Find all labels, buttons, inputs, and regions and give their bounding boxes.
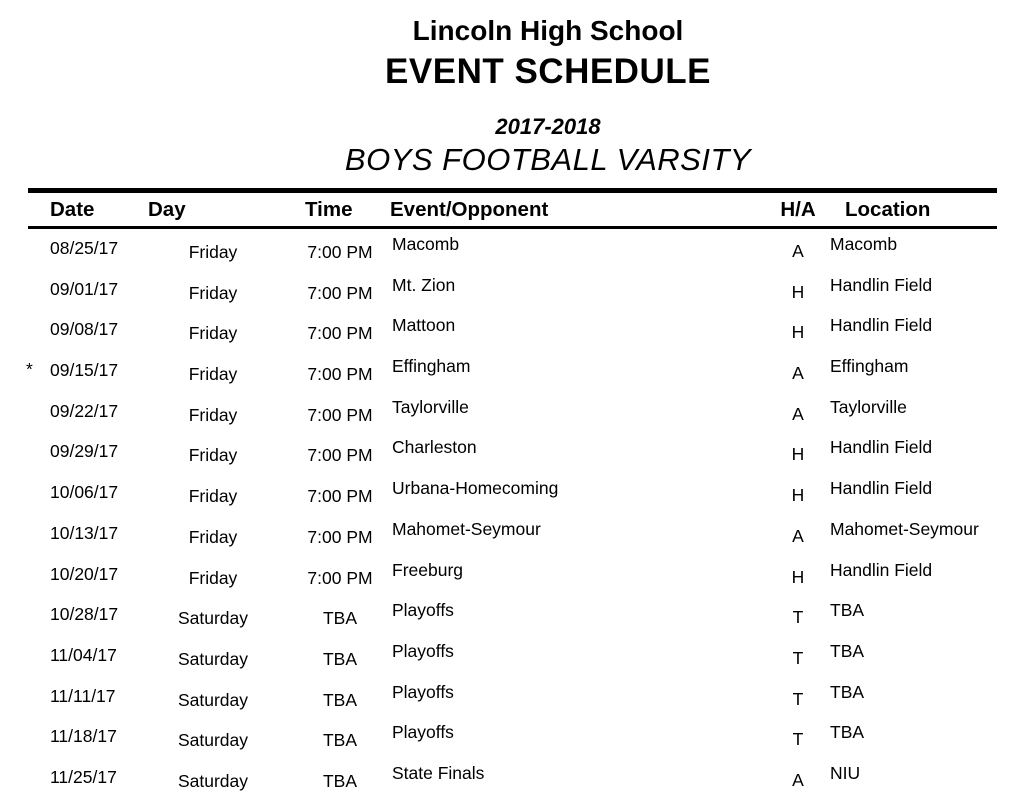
- cell-location: Macomb: [830, 234, 898, 254]
- cell-time: 7:00 PM: [307, 404, 373, 425]
- cell-location: TBA: [830, 681, 865, 702]
- table-row: [0, 596, 1024, 637]
- table-row: [0, 474, 1024, 515]
- table-row: [0, 352, 1024, 393]
- cell-time: TBA: [322, 730, 358, 751]
- cell-home-away: A: [792, 241, 804, 261]
- cell-time: 7:00 PM: [307, 526, 373, 547]
- cell-home-away: H: [791, 281, 805, 302]
- cell-day: Saturday: [177, 608, 249, 629]
- cell-home-away: H: [791, 322, 805, 343]
- cell-date: 11/18/17: [50, 726, 117, 747]
- cell-date: 09/29/17: [50, 441, 119, 462]
- cell-location: TBA: [830, 600, 865, 621]
- cell-time: 7:00 PM: [307, 323, 373, 344]
- column-header-date: Date: [50, 198, 95, 221]
- cell-location: Handlin Field: [830, 478, 933, 499]
- table-row: [0, 271, 1024, 312]
- cell-date: 11/04/17: [50, 644, 117, 665]
- table-row: [0, 311, 1024, 352]
- cell-date: 10/28/17: [50, 604, 119, 625]
- cell-date: 08/25/17: [50, 238, 119, 258]
- table-row: [0, 515, 1024, 556]
- table-row: [0, 637, 1024, 678]
- cell-home-away: A: [792, 769, 804, 790]
- cell-event-opponent: Effingham: [392, 356, 471, 377]
- cell-home-away: H: [791, 444, 805, 465]
- table-row: [0, 230, 1024, 271]
- cell-time: 7:00 PM: [307, 242, 373, 262]
- cell-event-opponent: State Finals: [392, 762, 485, 783]
- cell-event-opponent: Macomb: [392, 234, 460, 254]
- cell-time: 7:00 PM: [307, 445, 373, 466]
- cell-time: TBA: [322, 689, 358, 710]
- schedule-rows: [0, 230, 1024, 800]
- column-header-home-away: H/A: [780, 198, 816, 221]
- table-row: [0, 556, 1024, 597]
- cell-day: Friday: [188, 364, 238, 385]
- cell-time: TBA: [322, 608, 358, 629]
- cell-date: 09/01/17: [50, 278, 119, 299]
- cell-location: Handlin Field: [830, 437, 933, 458]
- cell-time: 7:00 PM: [307, 567, 373, 588]
- table-header-rule: [28, 226, 997, 229]
- cell-event-opponent: Playoffs: [392, 600, 454, 621]
- season-label: 2017-2018: [495, 114, 601, 139]
- table-row: [0, 393, 1024, 434]
- cell-day: Saturday: [177, 770, 249, 791]
- cell-day: Saturday: [177, 689, 249, 710]
- cell-location: Mahomet-Seymour: [830, 518, 979, 539]
- cell-event-opponent: Charleston: [392, 437, 477, 458]
- column-header-location: Location: [845, 198, 931, 221]
- cell-home-away: T: [792, 647, 804, 668]
- cell-event-opponent: Freeburg: [392, 559, 464, 580]
- cell-date: 09/15/17: [50, 360, 119, 381]
- cell-location: Effingham: [830, 356, 909, 377]
- cell-time: 7:00 PM: [307, 364, 373, 385]
- cell-location: Taylorville: [830, 396, 907, 417]
- cell-location: TBA: [830, 640, 865, 661]
- cell-day: Saturday: [177, 730, 249, 751]
- cell-home-away: A: [792, 525, 804, 546]
- cell-event-opponent: Mt. Zion: [392, 274, 456, 295]
- column-header-time: Time: [305, 198, 353, 221]
- cell-home-away: H: [791, 485, 805, 506]
- cell-date: 11/25/17: [50, 766, 117, 787]
- cell-day: Friday: [188, 242, 238, 262]
- table-row: [0, 678, 1024, 719]
- cell-day: Friday: [188, 445, 238, 466]
- cell-day: Friday: [188, 323, 238, 344]
- cell-day: Friday: [188, 404, 238, 425]
- cell-event-opponent: Taylorville: [392, 396, 469, 417]
- cell-home-away: T: [792, 729, 804, 750]
- cell-location: TBA: [830, 722, 865, 743]
- cell-date: 09/22/17: [50, 400, 119, 421]
- page-title: EVENT SCHEDULE: [385, 52, 711, 91]
- column-header-event-opponent: Event/Opponent: [390, 198, 549, 221]
- cell-location: Handlin Field: [830, 274, 933, 295]
- cell-time: 7:00 PM: [307, 486, 373, 507]
- cell-event-opponent: Playoffs: [392, 722, 454, 743]
- table-row: [0, 433, 1024, 474]
- cell-location: NIU: [830, 762, 861, 783]
- cell-day: Friday: [188, 282, 238, 303]
- cell-date: 11/11/17: [50, 685, 116, 706]
- cell-location: Handlin Field: [830, 559, 933, 580]
- cell-time: TBA: [322, 770, 358, 791]
- cell-event-opponent: Urbana-Homecoming: [392, 478, 559, 499]
- cell-home-away: A: [792, 363, 804, 384]
- cell-day: Friday: [188, 526, 238, 547]
- table-row: [0, 718, 1024, 759]
- cell-date: 10/13/17: [50, 522, 119, 543]
- cell-event-opponent: Mahomet-Seymour: [392, 518, 541, 539]
- cell-home-away: A: [792, 403, 804, 424]
- table-header-row: [0, 193, 1024, 226]
- cell-home-away: H: [791, 566, 805, 587]
- team-subtitle: BOYS FOOTBALL VARSITY: [344, 142, 752, 177]
- column-header-day: Day: [148, 198, 186, 221]
- cell-time: 7:00 PM: [307, 282, 373, 303]
- cell-day: Friday: [188, 567, 238, 588]
- cell-date: 10/20/17: [50, 563, 119, 584]
- cell-event-opponent: Playoffs: [392, 640, 454, 661]
- table-row: [0, 759, 1024, 800]
- cell-time: TBA: [322, 648, 358, 669]
- cell-home-away: T: [792, 607, 804, 628]
- cell-home-away: T: [792, 688, 804, 709]
- school-name: Lincoln High School: [412, 15, 684, 46]
- cell-event-opponent: Mattoon: [392, 315, 456, 336]
- cell-date: 10/06/17: [50, 482, 119, 503]
- cell-day: Friday: [188, 486, 238, 507]
- cell-event-opponent: Playoffs: [392, 681, 454, 702]
- cell-day: Saturday: [177, 648, 249, 669]
- cell-location: Handlin Field: [830, 315, 933, 336]
- star-marker: *: [26, 359, 33, 380]
- cell-date: 09/08/17: [50, 319, 119, 340]
